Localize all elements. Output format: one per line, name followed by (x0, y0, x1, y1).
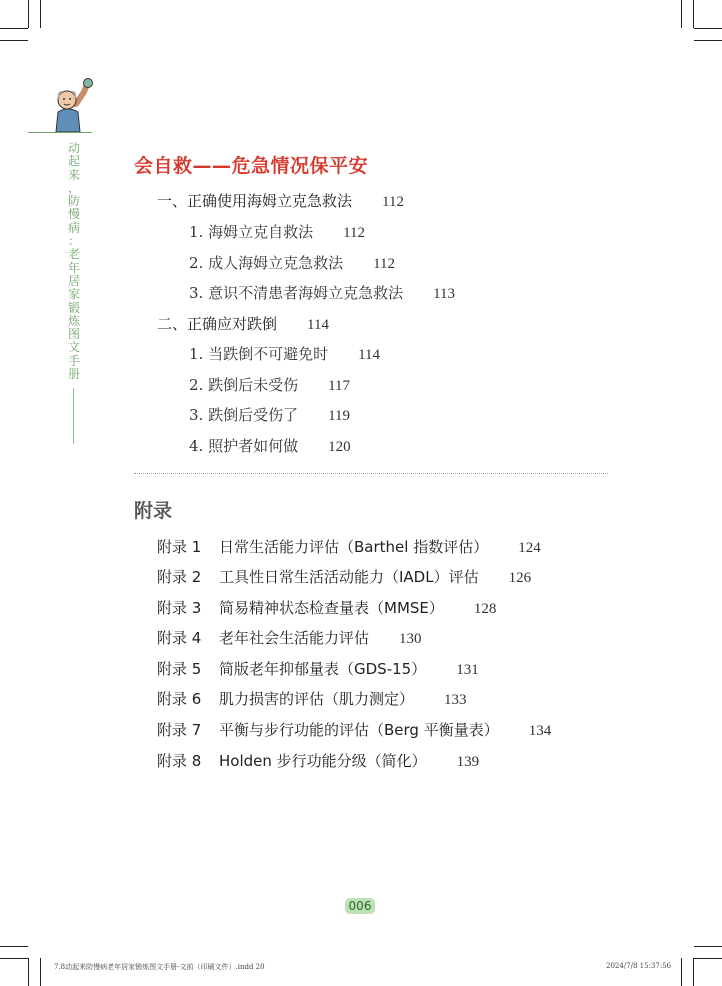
appendix-entry[interactable] (157, 536, 541, 557)
appendix-number: 附录 5 (157, 660, 202, 678)
toc-entry[interactable] (189, 252, 395, 273)
crop-mark (694, 946, 722, 947)
appendix-entry[interactable] (157, 719, 551, 740)
toc-entry[interactable] (189, 374, 350, 395)
toc-entry-label: 一、正确使用海姆立克急救法 (157, 192, 353, 210)
appendix-label: 平衡与步行功能的评估（Berg 平衡量表） (219, 721, 499, 739)
toc-entry-label: 4. 照护者如何做 (189, 437, 299, 455)
toc-entry-label: 1. 海姆立克自救法 (189, 223, 314, 241)
appendix-label: 简易精神状态检查量表（MMSE） (219, 599, 444, 617)
appendix-label: 简版老年抑郁量表（GDS-15） (219, 660, 427, 678)
crop-mark (694, 958, 722, 959)
appendix-page: 139 (456, 754, 480, 770)
toc-entry[interactable] (157, 190, 404, 211)
appendix-entry[interactable] (157, 688, 467, 709)
footer-file-info: 7.8动起来防慢病老年居家锻炼图文手册-文前（印刷文件）.indd 20 (54, 963, 265, 971)
appendix-title: 附录 (134, 500, 173, 522)
appendix-page: 133 (444, 692, 467, 708)
page-number-badge: 006 (345, 898, 375, 914)
appendix-entry[interactable] (157, 658, 479, 679)
appendix-number: 附录 7 (157, 721, 202, 739)
toc-entry[interactable] (189, 282, 455, 303)
toc-entry-page: 112 (343, 225, 366, 241)
toc-entry-page: 113 (433, 286, 456, 302)
crop-mark (693, 958, 694, 986)
side-rule (73, 388, 74, 444)
elderly-man-illustration (44, 74, 94, 134)
toc-entry-page: 112 (373, 256, 396, 272)
appendix-page: 124 (518, 540, 541, 556)
toc-entry-label: 2. 成人海姆立克急救法 (189, 254, 344, 272)
crop-mark (681, 958, 682, 986)
toc-entry-label: 二、正确应对跌倒 (157, 315, 278, 333)
appendix-label: 工具性日常生活活动能力（IADL）评估 (219, 568, 479, 586)
appendix-entry[interactable] (157, 566, 531, 587)
appendix-number: 附录 8 (157, 752, 202, 770)
appendix-number: 附录 1 (157, 538, 202, 556)
toc-entry-page: 114 (307, 317, 329, 333)
crop-mark (0, 40, 28, 41)
appendix-page: 128 (473, 601, 497, 617)
crop-mark (693, 0, 694, 28)
book-side-title: 动 起 来 ， 防 慢 病 ： 老 年 居 家 锻 炼 图 文 手 册 (67, 141, 80, 382)
appendix-entry[interactable] (157, 597, 496, 618)
appendix-number: 附录 6 (157, 690, 202, 708)
appendix-label: 肌力损害的评估（肌力测定） (219, 690, 415, 708)
toc-entry[interactable] (189, 404, 350, 425)
crop-mark (28, 958, 29, 986)
appendix-page: 131 (456, 662, 479, 678)
appendix-page: 130 (399, 631, 422, 647)
section-title: 会自救——危急情况保平安 (134, 155, 369, 177)
crop-mark (28, 0, 29, 28)
crop-mark (0, 946, 28, 947)
appendix-label: 老年社会生活能力评估 (219, 629, 370, 647)
toc-entry-page: 117 (328, 378, 351, 394)
toc-entry-label: 3. 跌倒后受伤了 (189, 406, 299, 424)
dotted-divider (134, 473, 608, 474)
toc-entry[interactable] (189, 343, 380, 364)
toc-entry-label: 3. 意识不清患者海姆立克急救法 (189, 284, 404, 302)
footer-timestamp: 2024/7/8 15:37:56 (606, 962, 672, 970)
crop-mark (0, 28, 28, 29)
toc-entry-label: 1. 当跌倒不可避免时 (189, 345, 329, 363)
appendix-number: 附录 4 (157, 629, 202, 647)
appendix-page: 134 (528, 723, 552, 739)
appendix-entry[interactable] (157, 627, 422, 648)
toc-entry-page: 112 (382, 194, 404, 210)
appendix-entry[interactable] (157, 750, 479, 771)
appendix-number: 附录 2 (157, 568, 202, 586)
appendix-page: 126 (508, 570, 532, 586)
crop-mark (681, 0, 682, 28)
header-rule (28, 132, 92, 133)
crop-mark (694, 40, 722, 41)
appendix-number: 附录 3 (157, 599, 202, 617)
appendix-label: Holden 步行功能分级（简化） (219, 752, 427, 770)
toc-entry-page: 120 (328, 439, 351, 455)
appendix-label: 日常生活能力评估（Barthel 指数评估） (219, 538, 489, 556)
crop-mark (694, 28, 722, 29)
toc-entry[interactable] (189, 221, 365, 242)
crop-mark (40, 958, 41, 986)
toc-entry[interactable] (189, 435, 351, 456)
crop-mark (0, 958, 28, 959)
crop-mark (40, 0, 41, 28)
toc-entry-page: 114 (358, 347, 381, 363)
toc-entry-page: 119 (328, 408, 351, 424)
toc-entry[interactable] (157, 313, 329, 334)
toc-entry-label: 2. 跌倒后未受伤 (189, 376, 299, 394)
